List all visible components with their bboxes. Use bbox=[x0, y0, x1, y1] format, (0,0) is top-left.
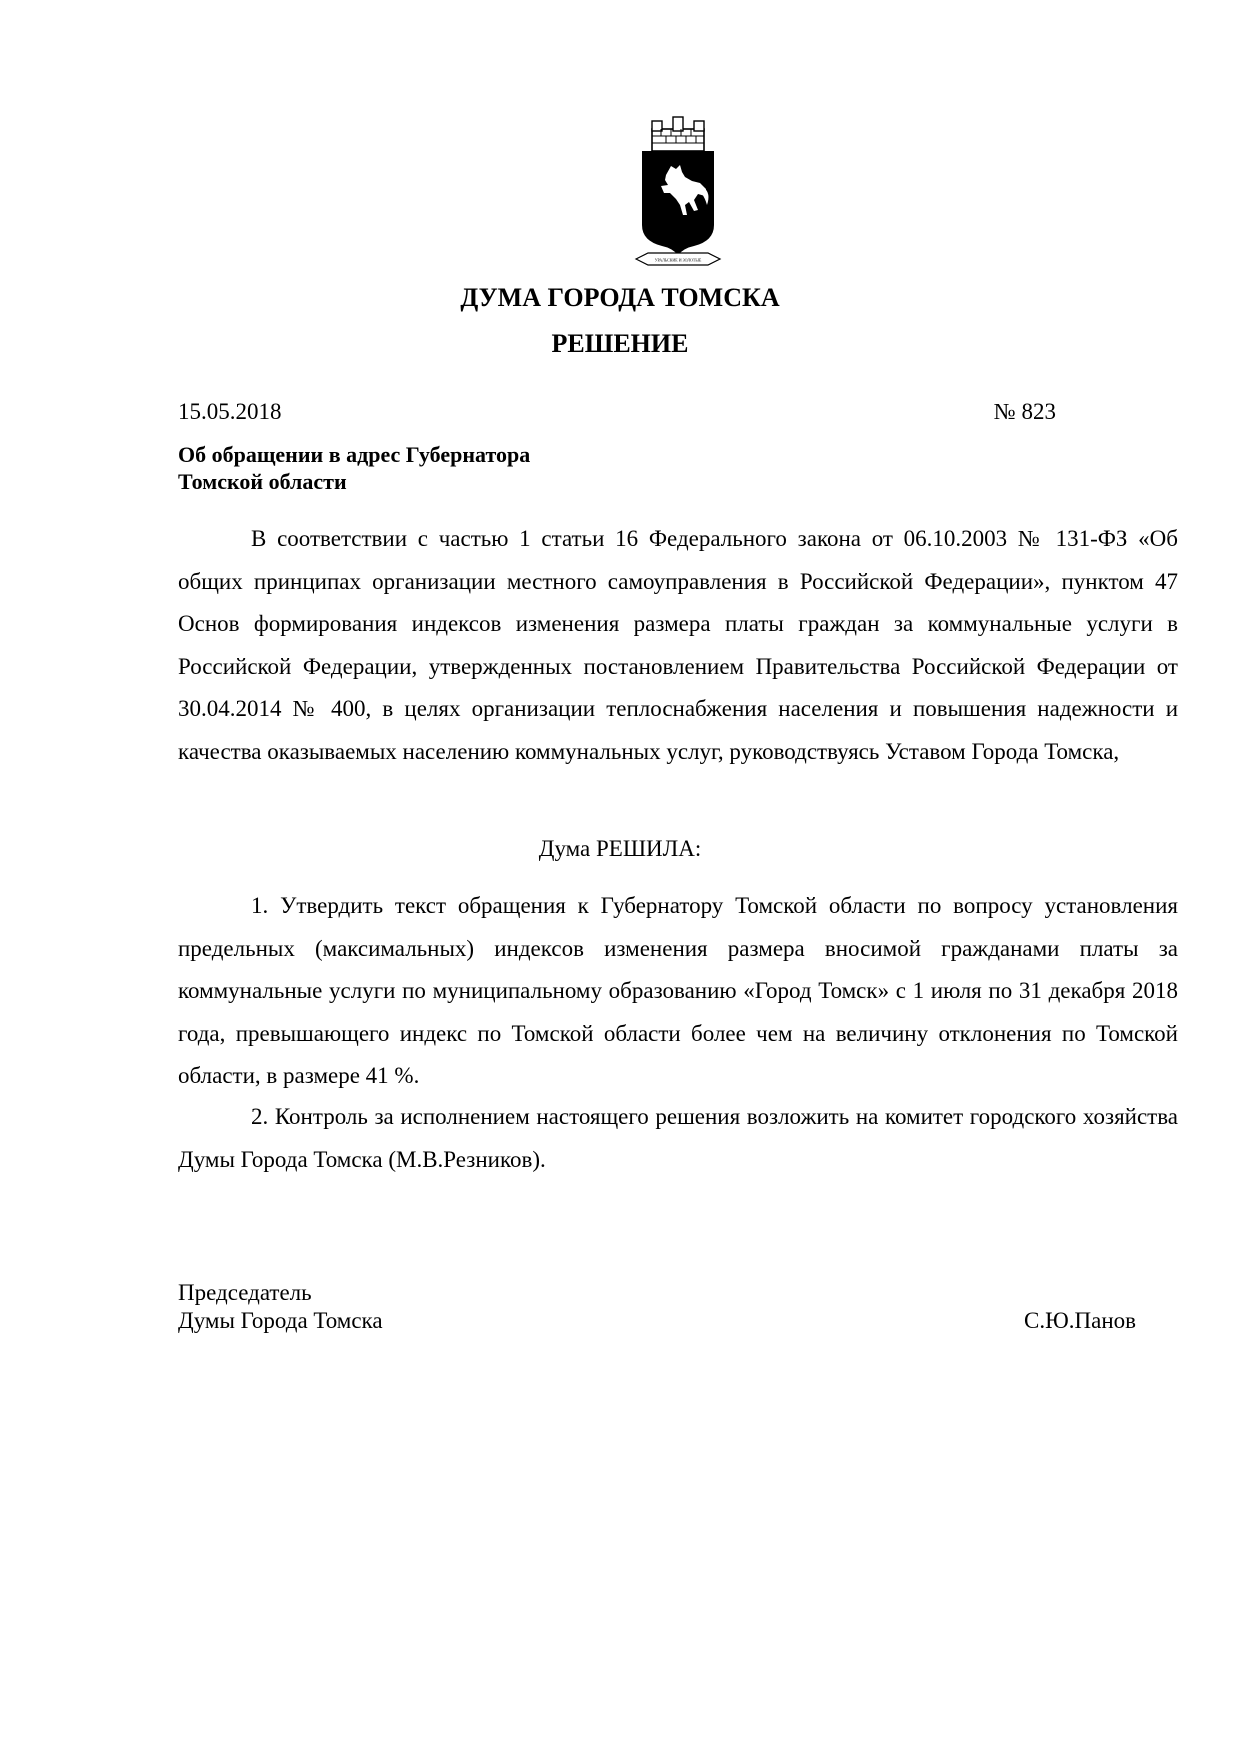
emblem-shield bbox=[642, 151, 714, 255]
signature-block bbox=[178, 1279, 1136, 1335]
decided-line: Дума РЕШИЛА: bbox=[538, 836, 702, 861]
preamble-paragraph: В соответствии с частью 1 статьи 16 Федерального закона от 06.10.2003 № 131-ФЗ «Об общих принципах организации местного самоуправления в Российской Федерации», пунктом 47 Основ формирования индексов изменения размера платы граждан за коммунальные услуги в Российской Федерации, утвержденных постановлением Правительства Российской Федерации от 30.04.2014 № 400, в целях организации теплоснабжения населения и повышения надежности и качества оказываемых населению коммунальных услуг, руководствуясь Уставом Города Томска, bbox=[178, 526, 1178, 764]
resolution-item-1: 1. Утвердить текст обращения к Губернатору Томской области по вопросу установления предельных (максимальных) индексов изменения размера вносимой гражданами платы за коммунальные услуги по муниципальному образованию «Город Томск» с 1 июля по 31 декабря 2018 года, превышающего индекс по Томской области более чем на величину отклонения по Томской области, в размере 41 %. bbox=[178, 893, 1178, 1088]
emblem-crown bbox=[652, 117, 704, 151]
subject-line-1: Об обращении в адрес Губернатора bbox=[178, 442, 531, 467]
subject-line-2: Томской области bbox=[178, 469, 347, 494]
signatory-name: С.Ю.Панов bbox=[1024, 1308, 1136, 1333]
document-subject bbox=[178, 441, 678, 495]
emblem-motto: УРАЛЬСКИЕ И ЗОЛОТЫЕ bbox=[654, 257, 702, 263]
tomsk-coat-of-arms-icon bbox=[628, 113, 728, 273]
document-type: РЕШЕНИЕ bbox=[551, 329, 689, 358]
organization-name: ДУМА ГОРОДА ТОМСКА bbox=[460, 283, 780, 312]
document-date: 15.05.2018 bbox=[178, 399, 282, 424]
resolution-item-2: 2. Контроль за исполнением настоящего решения возложить на комитет городского хозяйства Думы Города Томска (М.В.Резников). bbox=[178, 1104, 1178, 1172]
signature-row bbox=[178, 1307, 1136, 1335]
signature-title-line-2: Думы Города Томска bbox=[178, 1308, 383, 1333]
document-number: № 823 bbox=[993, 399, 1056, 424]
signature-title-line-1: Председатель bbox=[178, 1280, 312, 1305]
